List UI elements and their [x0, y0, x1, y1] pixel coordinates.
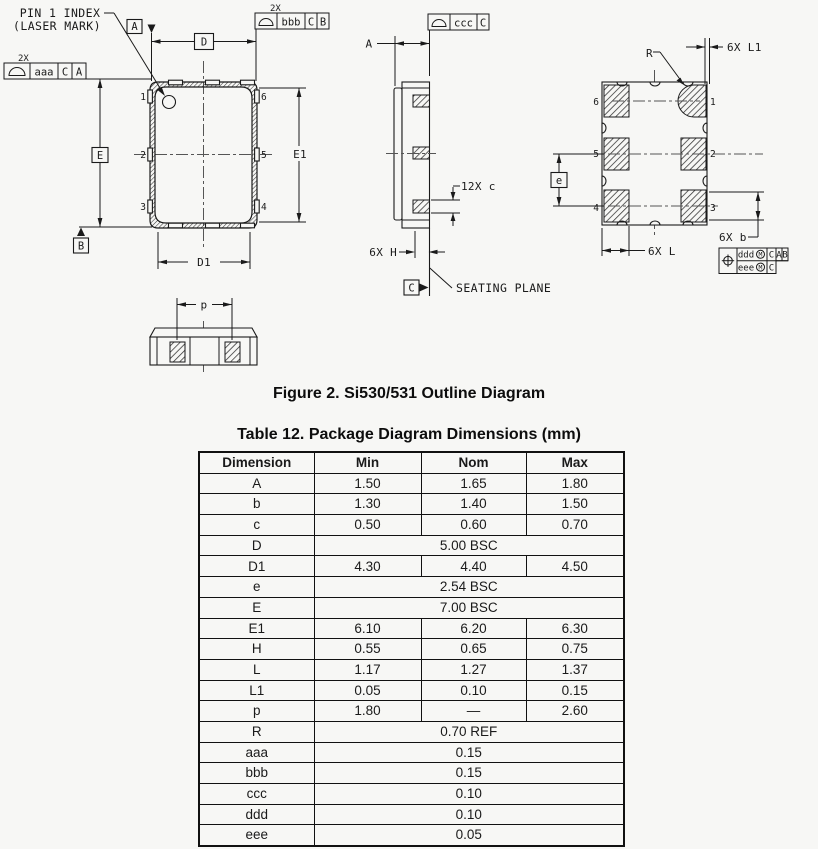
min-cell: 1.50: [314, 473, 421, 494]
seating-plane-note: [430, 268, 551, 295]
side-pad-1: [413, 95, 430, 107]
fcf-bbb: [255, 4, 329, 29]
dim-D: [152, 29, 257, 81]
dimension-cell: aaa: [199, 742, 314, 763]
dim-e-label: e: [555, 174, 563, 187]
nom-cell: 1.27: [421, 659, 526, 680]
value-span-cell: 0.10: [314, 804, 624, 825]
max-cell: 0.15: [526, 680, 624, 701]
table-row: [199, 680, 624, 701]
min-cell: 0.50: [314, 515, 421, 536]
pin1-index-text: PIN 1 INDEX: [19, 6, 101, 20]
fcf-aaa-count: 2X: [18, 54, 29, 64]
max-cell: 4.50: [526, 556, 624, 577]
col-header-nom: Nom: [421, 452, 526, 473]
dim-6x-h: [369, 231, 445, 259]
profile-surface-icon: [432, 20, 446, 27]
dim-6x-b: [709, 192, 764, 244]
pin1-laser-mark: [163, 96, 176, 109]
table-row: [199, 597, 624, 618]
outline-diagram-svg: [0, 0, 818, 380]
pin-label-6: 6: [261, 92, 267, 103]
profile-surface-icon: [9, 68, 25, 76]
dim-R-label: R: [646, 47, 653, 60]
fcf-ccc: [428, 14, 489, 76]
value-span-cell: 7.00 BSC: [314, 597, 624, 618]
side-view: [366, 14, 552, 296]
dimension-cell: E: [199, 597, 314, 618]
profile-surface-icon: [259, 19, 273, 26]
table-row: [199, 742, 624, 763]
fcf-bbb-count: 2X: [270, 4, 281, 14]
table-row: [199, 763, 624, 784]
figure-caption: Figure 2. Si530/531 Outline Diagram: [272, 385, 546, 402]
table-row: [199, 639, 624, 660]
dim-6x-b-label: 6X b: [719, 231, 747, 244]
package-base: [150, 337, 257, 365]
side-pad-3: [413, 200, 430, 213]
dim-A-thickness: [366, 36, 430, 86]
table-row: [199, 515, 624, 536]
value-span-cell: 0.15: [314, 763, 624, 784]
pin-label-2: 2: [140, 150, 146, 161]
value-span-cell: 0.10: [314, 784, 624, 805]
dim-A-label: A: [365, 37, 373, 51]
dim-E-label: E: [96, 149, 104, 162]
laser-mark-text: (LASER MARK): [13, 19, 101, 33]
datum-b: [74, 228, 89, 254]
col-header-max: Max: [526, 452, 624, 473]
table-row: [199, 618, 624, 639]
dimension-cell: ddd: [199, 804, 314, 825]
pin-label-5: 5: [261, 150, 267, 161]
value-span-cell: 0.70 REF: [314, 721, 624, 742]
table-row: [199, 804, 624, 825]
package-cap: [150, 328, 257, 337]
table-row: [199, 535, 624, 556]
fcf-bbb-datum2: B: [319, 16, 327, 29]
table-row: [199, 577, 624, 598]
max-cell: 0.75: [526, 639, 624, 660]
fcf-aaa-datum1: C: [61, 66, 69, 79]
datum-c-label: C: [408, 282, 415, 295]
dim-12x-c-label: 12X c: [461, 180, 496, 193]
max-cell: 1.37: [526, 659, 624, 680]
dim-6x-h-label: 6X H: [369, 246, 397, 259]
min-cell: 1.80: [314, 701, 421, 722]
value-span-cell: 5.00 BSC: [314, 535, 624, 556]
max-cell: 2.60: [526, 701, 624, 722]
dim-e-pitch: [551, 154, 604, 206]
pin-label-4: 4: [593, 203, 599, 214]
table-row: [199, 473, 624, 494]
svg-text:M: M: [758, 263, 763, 272]
fcf-aaa: [4, 54, 151, 79]
fcf-eee-tol: eee: [737, 263, 755, 274]
value-span-cell: 2.54 BSC: [314, 577, 624, 598]
nom-cell: 1.65: [421, 473, 526, 494]
min-cell: 1.17: [314, 659, 421, 680]
dimensions-table-header: [199, 452, 624, 473]
value-span-cell: 0.15: [314, 742, 624, 763]
nom-cell: 0.10: [421, 680, 526, 701]
dimension-cell: E1: [199, 618, 314, 639]
dim-12x-c: [431, 180, 496, 226]
fcf-ccc-tol: ccc: [454, 17, 473, 30]
datum-c: [404, 280, 429, 295]
fcf-ddd-datum3: B: [782, 250, 788, 261]
dimension-cell: bbb: [199, 763, 314, 784]
dimension-cell: A: [199, 473, 314, 494]
seating-plane-label: SEATING PLANE: [456, 281, 552, 295]
dimension-cell: L1: [199, 680, 314, 701]
dimension-cell: p: [199, 701, 314, 722]
nom-cell: 0.60: [421, 515, 526, 536]
dim-6x-l: [602, 226, 676, 258]
side-profile-view: [150, 298, 257, 372]
value-span-cell: 0.05: [314, 825, 624, 846]
dim-6x-l1: [686, 38, 762, 84]
bottom-view: [551, 38, 788, 274]
table-row: [199, 701, 624, 722]
pin-label-2: 2: [710, 149, 716, 160]
dimension-cell: eee: [199, 825, 314, 846]
table-row: [199, 784, 624, 805]
table-row: [199, 556, 624, 577]
max-cell: 0.70: [526, 515, 624, 536]
max-cell: 1.50: [526, 494, 624, 515]
fcf-aaa-datum2: A: [75, 66, 83, 79]
datum-b-label: B: [77, 240, 85, 253]
pin-label-1: 1: [710, 97, 716, 108]
dimension-cell: ccc: [199, 784, 314, 805]
col-header-dimension: Dimension: [199, 452, 314, 473]
min-cell: 0.05: [314, 680, 421, 701]
fcf-bbb-datum1: C: [307, 16, 315, 29]
dim-D1-label: D1: [197, 256, 211, 269]
max-cell: 6.30: [526, 618, 624, 639]
dim-6x-l-label: 6X L: [648, 245, 676, 258]
svg-text:M: M: [758, 250, 763, 259]
min-cell: 6.10: [314, 618, 421, 639]
nom-cell: 4.40: [421, 556, 526, 577]
min-cell: 0.55: [314, 639, 421, 660]
table-row: [199, 825, 624, 846]
dim-p-label: p: [200, 298, 208, 312]
mmc-icon: [757, 263, 765, 271]
fcf-ddd-tol: ddd: [737, 250, 755, 261]
dim-D-label: D: [200, 36, 208, 49]
fcf-ddd-datum2: A: [776, 250, 782, 261]
dimension-cell: R: [199, 721, 314, 742]
pin-label-6: 6: [593, 97, 599, 108]
pin-label-1: 1: [140, 92, 146, 103]
nom-cell: —: [421, 701, 526, 722]
dimension-cell: H: [199, 639, 314, 660]
fcf-eee-datum1: C: [768, 263, 775, 274]
pin-label-3: 3: [710, 203, 716, 214]
max-cell: 1.80: [526, 473, 624, 494]
dimensions-table: [198, 451, 625, 847]
dim-6x-l1-label: 6X L1: [727, 41, 762, 54]
pin-label-3: 3: [140, 202, 146, 213]
datum-a: [127, 20, 156, 82]
nom-cell: 0.65: [421, 639, 526, 660]
col-header-min: Min: [314, 452, 421, 473]
mmc-icon: [757, 250, 765, 258]
dimension-cell: D1: [199, 556, 314, 577]
dimension-cell: D: [199, 535, 314, 556]
pin-label-5: 5: [593, 149, 599, 160]
profile-pad-left: [170, 342, 185, 362]
datum-a-label: A: [131, 21, 138, 33]
dim-E1-label: E1: [293, 148, 307, 161]
dimensions-table-body: [199, 473, 624, 846]
min-cell: 1.30: [314, 494, 421, 515]
fcf-position: [719, 248, 788, 274]
nom-cell: 1.40: [421, 494, 526, 515]
dim-R: [646, 47, 684, 85]
pin-label-4: 4: [261, 202, 267, 213]
table-row: [199, 494, 624, 515]
dimension-cell: e: [199, 577, 314, 598]
dimension-cell: c: [199, 515, 314, 536]
min-cell: 4.30: [314, 556, 421, 577]
fcf-ccc-datum1: C: [479, 17, 487, 30]
fcf-ddd-datum1: C: [768, 250, 775, 261]
fcf-aaa-tol: aaa: [34, 66, 54, 79]
dimension-cell: L: [199, 659, 314, 680]
table-row: [199, 659, 624, 680]
top-view: [4, 4, 329, 269]
fcf-bbb-tol: bbb: [281, 16, 301, 29]
profile-pad-right: [225, 342, 240, 362]
nom-cell: 6.20: [421, 618, 526, 639]
table-row: [199, 721, 624, 742]
position-symbol-icon: [722, 255, 734, 267]
dimension-cell: b: [199, 494, 314, 515]
table-title: Table 12. Package Diagram Dimensions (mm): [237, 426, 581, 443]
